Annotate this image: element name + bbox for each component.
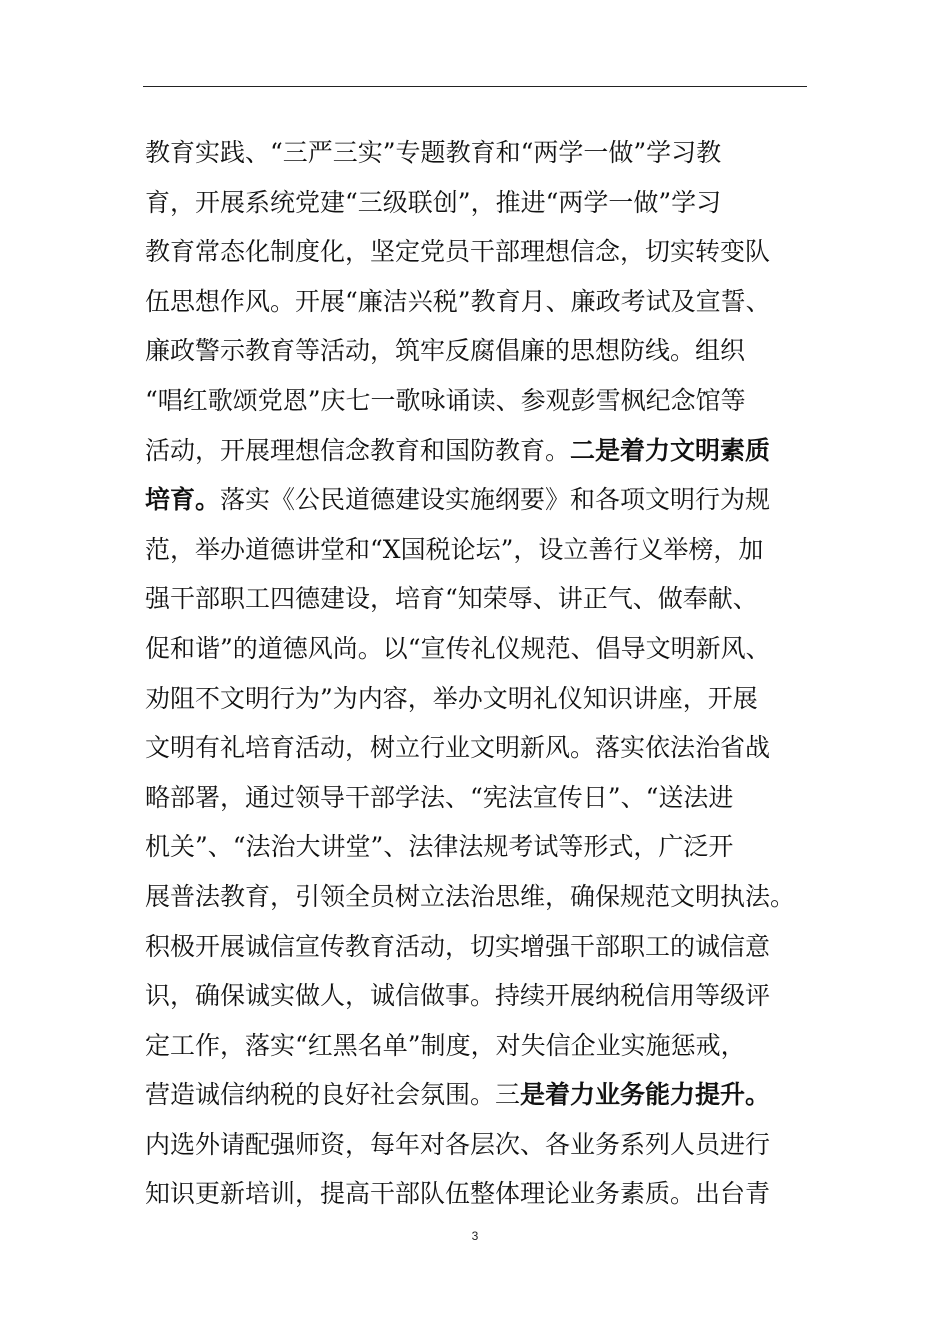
- text-segment: 文明有礼培育活动，树立行业文明新风。落实依法治省战: [145, 733, 771, 763]
- text-line: [145, 1120, 807, 1170]
- text-segment: 教育常态化制度化，坚定党员干部理想信念，切实转变队: [145, 237, 771, 267]
- text-segment: 劝阻不文明行为”为内容，举办文明礼仪知识讲座，开展: [145, 683, 758, 713]
- text-line: [145, 277, 807, 327]
- text-line: [145, 178, 807, 228]
- text-segment: 识，确保诚实做人，诚信做事。持续开展纳税信用等级评: [145, 981, 771, 1011]
- text-segment: 落实《公民道德建设实施纲要》和各项文明行为规: [220, 485, 771, 515]
- text-line: [145, 773, 807, 823]
- text-line: [145, 475, 807, 525]
- text-line: [145, 574, 807, 624]
- bold-text-segment: 二是着力文明素质: [570, 435, 771, 465]
- body-text: [145, 128, 807, 1219]
- text-line: [145, 1070, 807, 1120]
- text-line: [145, 1021, 807, 1071]
- text-segment: 教育实践、“三严三实”专题教育和“两学一做”学习教: [145, 138, 722, 167]
- text-segment: 范，举办道德讲堂和“X国税论坛”，设立善行义举榜，加: [145, 534, 764, 564]
- bold-text-segment: 培育。: [145, 485, 221, 515]
- text-segment: 略部署，通过领导干部学法、“宪法宣传日”、“送法进: [145, 782, 734, 812]
- text-line: [145, 674, 807, 724]
- text-segment: 内选外请配强师资，每年对各层次、各业务系列人员进行: [145, 1129, 771, 1159]
- text-line: [145, 922, 807, 972]
- text-segment: “唱红歌颂党恩”庆七一歌咏诵读、参观彭雪枫纪念馆等: [145, 385, 746, 415]
- text-line: [145, 723, 807, 773]
- text-line: [145, 128, 807, 178]
- text-line: [145, 525, 807, 575]
- text-line: [145, 971, 807, 1021]
- text-line: [145, 872, 807, 922]
- text-segment: 营造诚信纳税的良好社会氛围。三: [145, 1080, 521, 1110]
- text-segment: 活动，开展理想信念教育和国防教育。: [145, 435, 571, 465]
- text-segment: 促和谐”的道德风尚。以“宣传礼仪规范、倡导文明新风、: [145, 633, 771, 663]
- text-segment: 展普法教育，引领全员树立法治思维，确保规范文明执法。: [145, 881, 796, 911]
- text-line: [145, 426, 807, 476]
- text-segment: 机关”、“法治大讲堂”、法律法规考试等形式，广泛开: [145, 832, 734, 862]
- text-segment: 定工作，落实“红黑名单”制度，对失信企业实施惩戒，: [145, 1030, 746, 1060]
- text-segment: 知识更新培训，提高干部队伍整体理论业务素质。出台青: [145, 1179, 771, 1209]
- header-rule: [143, 86, 807, 87]
- text-segment: 伍思想作风。开展“廉洁兴税”教育月、廉政考试及宣誓、: [145, 286, 771, 316]
- text-line: [145, 624, 807, 674]
- text-segment: 廉政警示教育等活动，筑牢反腐倡廉的思想防线。组织: [145, 336, 746, 366]
- text-segment: 育，开展系统党建“三级联创”，推进“两学一做”学习: [145, 187, 722, 217]
- text-segment: 积极开展诚信宣传教育活动，切实增强干部职工的诚信意: [145, 931, 771, 961]
- text-line: [145, 1169, 807, 1219]
- text-line: [145, 376, 807, 426]
- page-number: 3: [471, 1229, 479, 1243]
- text-line: [145, 822, 807, 872]
- text-line: [145, 227, 807, 277]
- text-segment: 强干部职工四德建设，培育“知荣辱、讲正气、做奉献、: [145, 584, 758, 614]
- bold-text-segment: 是着力业务能力提升。: [520, 1080, 771, 1110]
- text-line: [145, 326, 807, 376]
